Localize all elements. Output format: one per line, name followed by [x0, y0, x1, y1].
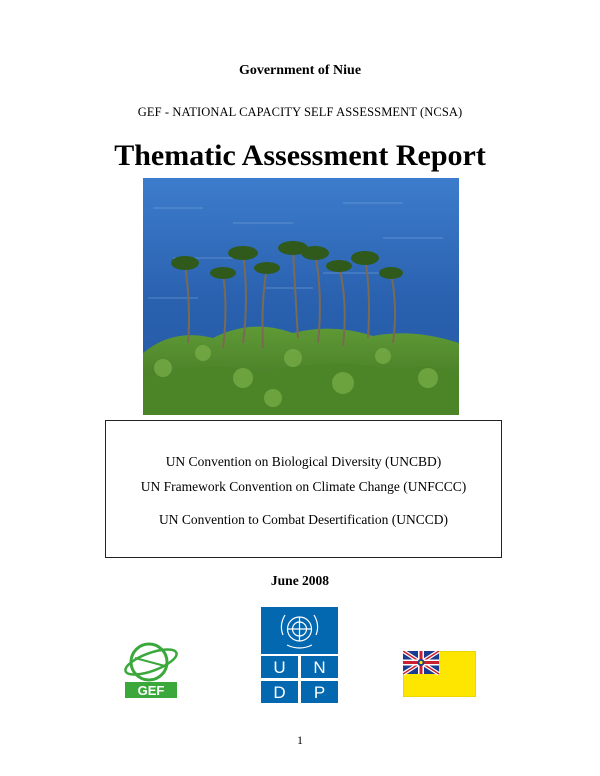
undp-letter-u: U	[273, 658, 286, 677]
undp-letter-n: N	[313, 658, 326, 677]
cover-photo	[143, 178, 459, 415]
convention-unfccc: UN Framework Convention on Climate Change (UNFCCC)	[140, 479, 467, 494]
page-number: 1	[297, 733, 303, 747]
niue-flag-icon	[403, 651, 476, 697]
undp-letter-p: P	[313, 683, 326, 702]
publication-date: June 2008	[270, 573, 330, 588]
convention-unccd: UN Convention to Combat Desertification (UNCCD)	[158, 512, 449, 527]
undp-logo-icon	[261, 607, 338, 703]
undp-letter-d: D	[273, 683, 286, 702]
convention-uncbd: UN Convention on Biological Diversity (UNCBD)	[165, 454, 442, 469]
report-title: Thematic Assessment Report	[114, 139, 486, 172]
program-subtitle: GEF - NATIONAL CAPACITY SELF ASSESSMENT (NCSA)	[137, 105, 463, 119]
government-heading: Government of Niue	[238, 63, 362, 78]
gef-logo-text: GEF	[137, 683, 165, 698]
gef-logo-icon	[121, 638, 181, 700]
conventions-box	[105, 420, 502, 558]
